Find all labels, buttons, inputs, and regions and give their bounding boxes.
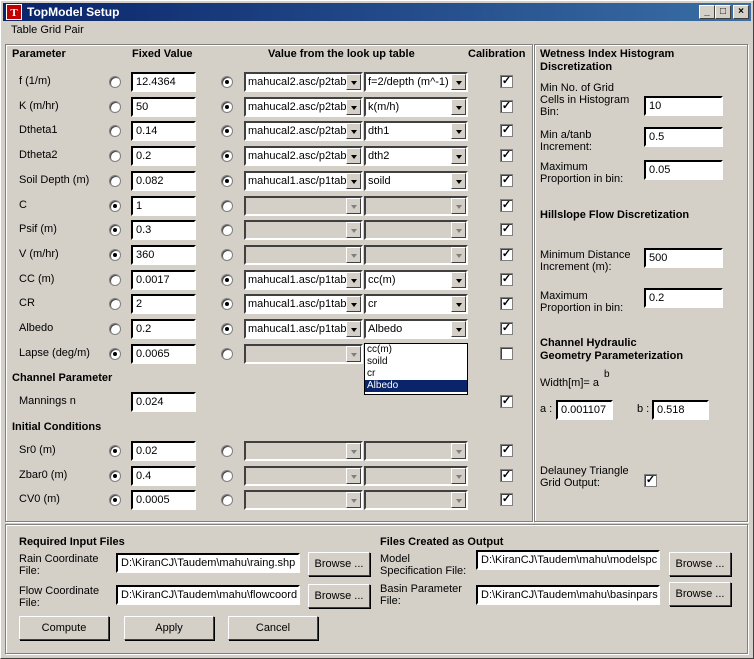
- lookup-file-value: mahucal2.asc/p2tab: [248, 150, 347, 162]
- chevron-down-icon[interactable]: [451, 148, 466, 164]
- cancel-button[interactable]: Cancel: [228, 616, 318, 640]
- hydraulic-header-1: Channel Hydraulic: [540, 337, 637, 349]
- a-label: a :: [540, 403, 553, 415]
- b-input[interactable]: 0.518: [652, 400, 709, 420]
- lookup-file-combo[interactable]: [244, 72, 363, 92]
- lookup-field-value: k(m/h): [368, 101, 400, 113]
- lookup-file-combo[interactable]: [244, 245, 363, 265]
- param-label: V (m/hr): [19, 248, 59, 260]
- rain-coordinate-input[interactable]: D:\KiranCJ\Taudem\mahu\raing.shp: [116, 553, 300, 573]
- lookup-radio[interactable]: [221, 348, 233, 360]
- lookup-file-combo[interactable]: [244, 121, 363, 141]
- calibration-checkbox[interactable]: ✓: [501, 124, 512, 136]
- lookup-file-value: mahucal1.asc/p1tab: [248, 274, 347, 286]
- width-formula: Width[m]= a: [540, 377, 599, 389]
- lookup-file-combo[interactable]: [244, 196, 363, 216]
- dropdown-option[interactable]: Albedo: [365, 380, 467, 392]
- hillslope-header: Hillslope Flow Discretization: [540, 209, 690, 221]
- fixed-value-input[interactable]: 0.2: [131, 146, 196, 166]
- chevron-down-icon[interactable]: [451, 296, 466, 312]
- field-dropdown-list: [364, 343, 468, 395]
- chevron-down-icon[interactable]: [451, 247, 466, 263]
- max-proportion-input[interactable]: 0.05: [644, 160, 723, 180]
- param-label: f (1/m): [19, 75, 51, 87]
- lookup-radio[interactable]: [221, 125, 233, 137]
- param-label: Albedo: [19, 322, 54, 334]
- lookup-field-value: dth2: [368, 150, 390, 162]
- initial-calibration-checkbox[interactable]: ✓: [501, 493, 512, 505]
- initial-value-input[interactable]: 0.0005: [131, 490, 196, 510]
- mannings-input[interactable]: 0.024: [131, 392, 196, 412]
- initial-file-combo[interactable]: [244, 441, 363, 461]
- fixed-value-radio[interactable]: [109, 348, 121, 360]
- lookup-file-combo[interactable]: [244, 146, 363, 166]
- lookup-radio[interactable]: [221, 298, 233, 310]
- lookup-file-value: mahucal1.asc/p1tab: [248, 175, 347, 187]
- fixed-value-input[interactable]: 2: [131, 294, 196, 314]
- lookup-file-value: mahucal1.asc/p1tab: [248, 323, 347, 335]
- chevron-down-icon[interactable]: [346, 123, 361, 139]
- fixed-value-input[interactable]: 1: [131, 196, 196, 216]
- lookup-field-combo[interactable]: [364, 220, 468, 240]
- width-formula-exponent: b: [604, 369, 610, 380]
- min-atanb-input[interactable]: 0.5: [644, 127, 723, 147]
- initial-label: Zbar0 (m): [19, 469, 68, 481]
- a-input[interactable]: 0.001107: [556, 400, 613, 420]
- lookup-field-combo[interactable]: [364, 196, 468, 216]
- fixed-value-input[interactable]: 50: [131, 97, 196, 117]
- chevron-down-icon[interactable]: [346, 99, 361, 115]
- flow-browse-button[interactable]: Browse ...: [308, 584, 370, 608]
- lookup-field-combo[interactable]: [364, 319, 468, 339]
- chevron-down-icon[interactable]: [346, 74, 361, 90]
- calibration-checkbox[interactable]: ✓: [501, 149, 512, 161]
- min-distance-input[interactable]: 500: [644, 248, 723, 268]
- fixed-value-radio[interactable]: [109, 274, 121, 286]
- chevron-down-icon[interactable]: [451, 468, 466, 484]
- max-proportion-label: Maximum Proportion in bin:: [540, 161, 624, 185]
- hillslope-max-proportion-input[interactable]: 0.2: [644, 288, 723, 308]
- lookup-field-combo[interactable]: [364, 97, 468, 117]
- calibration-checkbox[interactable]: ✓: [501, 75, 512, 87]
- fixed-value-radio[interactable]: [109, 76, 121, 88]
- model-spec-input[interactable]: D:\KiranCJ\Taudem\mahu\modelspc: [476, 550, 660, 570]
- model-browse-button[interactable]: Browse ...: [669, 552, 731, 576]
- fixed-value-radio[interactable]: [109, 101, 121, 113]
- lookup-field-combo[interactable]: [364, 146, 468, 166]
- wetness-header-1: Wetness Index Histogram: [540, 48, 675, 60]
- calibration-checkbox[interactable]: ✓: [501, 100, 512, 112]
- lookup-field-value: cr: [368, 298, 378, 310]
- basin-param-label: Basin Parameter File:: [380, 583, 462, 607]
- flow-coordinate-label: Flow Coordinate File:: [19, 585, 100, 609]
- maximize-button[interactable]: □: [715, 5, 731, 19]
- chevron-down-icon[interactable]: [451, 321, 466, 337]
- chevron-down-icon[interactable]: [451, 443, 466, 459]
- fixed-value-radio[interactable]: [109, 298, 121, 310]
- lookup-radio[interactable]: [221, 200, 233, 212]
- dropdown-option[interactable]: cr: [367, 368, 376, 379]
- calibration-checkbox[interactable]: ✓: [501, 223, 512, 235]
- fixed-value-input[interactable]: 0.3: [131, 220, 196, 240]
- initial-calibration-checkbox[interactable]: ✓: [501, 469, 512, 481]
- fixed-value-input[interactable]: 0.0017: [131, 270, 196, 290]
- lookup-file-value: mahucal1.asc/p1tab: [248, 298, 347, 310]
- header-parameter: Parameter: [12, 48, 66, 60]
- lookup-radio[interactable]: [221, 323, 233, 335]
- delauney-checkbox[interactable]: ✓: [645, 474, 656, 486]
- chevron-down-icon[interactable]: [451, 198, 466, 214]
- lookup-radio[interactable]: [221, 76, 233, 88]
- mannings-calibration-checkbox[interactable]: ✓: [501, 395, 512, 407]
- lookup-file-value: mahucal2.asc/p2tab: [248, 101, 347, 113]
- chevron-down-icon[interactable]: [346, 346, 361, 362]
- window-title: TopModel Setup: [27, 5, 120, 19]
- initial-field-combo[interactable]: [364, 466, 468, 486]
- menu-table-grid-pair[interactable]: Table Grid Pair: [11, 24, 84, 36]
- dropdown-option[interactable]: cc(m): [367, 344, 392, 355]
- param-label: CR: [19, 297, 35, 309]
- initial-field-combo[interactable]: [364, 441, 468, 461]
- lookup-file-value: mahucal2.asc/p2tab: [248, 125, 347, 137]
- hillslope-max-proportion-label: Maximum Proportion in bin:: [540, 290, 624, 314]
- chevron-down-icon[interactable]: [346, 222, 361, 238]
- wetness-header-2: Discretization: [540, 61, 613, 73]
- fixed-value-radio[interactable]: [109, 175, 121, 187]
- fixed-value-radio[interactable]: [109, 323, 121, 335]
- lookup-file-combo[interactable]: [244, 97, 363, 117]
- chevron-down-icon[interactable]: [346, 272, 361, 288]
- param-label: Lapse (deg/m): [19, 347, 90, 359]
- calibration-checkbox[interactable]: ✓: [501, 248, 512, 260]
- min-distance-label: Minimum Distance Increment (m):: [540, 249, 631, 273]
- lookup-field-combo[interactable]: [364, 245, 468, 265]
- chevron-down-icon[interactable]: [451, 74, 466, 90]
- menu-bar: [3, 22, 751, 40]
- fixed-value-input[interactable]: 360: [131, 245, 196, 265]
- mannings-label: Mannings n: [19, 395, 76, 407]
- initial-value-input[interactable]: 0.4: [131, 466, 196, 486]
- lookup-field-combo[interactable]: [364, 72, 468, 92]
- chevron-down-icon[interactable]: [346, 173, 361, 189]
- input-files-header: Required Input Files: [19, 536, 125, 548]
- basin-param-input[interactable]: D:\KiranCJ\Taudem\mahu\basinpars: [476, 585, 660, 605]
- fixed-value-input[interactable]: 12.4364: [131, 72, 196, 92]
- calibration-checkbox[interactable]: ✓: [501, 273, 512, 285]
- calibration-checkbox[interactable]: ✓: [501, 174, 512, 186]
- lookup-radio[interactable]: [221, 274, 233, 286]
- chevron-down-icon[interactable]: [346, 296, 361, 312]
- param-label: Psif (m): [19, 223, 57, 235]
- param-label: CC (m): [19, 273, 55, 285]
- model-spec-label: Model Specification File:: [380, 553, 467, 577]
- lookup-radio[interactable]: [221, 150, 233, 162]
- basin-browse-button[interactable]: Browse ...: [669, 582, 731, 606]
- calibration-checkbox[interactable]: ✓: [501, 199, 512, 211]
- app-icon[interactable]: T: [6, 4, 22, 20]
- lookup-file-combo[interactable]: [244, 270, 363, 290]
- initial-file-combo[interactable]: [244, 466, 363, 486]
- param-label: K (m/hr): [19, 100, 59, 112]
- lookup-field-combo[interactable]: [364, 270, 468, 290]
- lookup-field-value: soild: [368, 175, 391, 187]
- fixed-value-input[interactable]: 0.0065: [131, 344, 196, 364]
- chevron-down-icon[interactable]: [346, 198, 361, 214]
- fixed-value-radio[interactable]: [109, 200, 121, 212]
- param-label: Soil Depth (m): [19, 174, 90, 186]
- flow-coordinate-input[interactable]: D:\KiranCJ\Taudem\mahu\flowcoord: [116, 585, 300, 605]
- lookup-field-combo[interactable]: [364, 294, 468, 314]
- param-label: Dtheta2: [19, 149, 58, 161]
- min-atanb-label: Min a/tanb Increment:: [540, 129, 592, 153]
- lookup-radio[interactable]: [221, 224, 233, 236]
- header-fixed-value: Fixed Value: [132, 48, 193, 60]
- chevron-down-icon[interactable]: [451, 272, 466, 288]
- header-calibration: Calibration: [468, 48, 526, 60]
- hydraulic-header-2: Geometry Parameterization: [540, 350, 684, 362]
- param-label: Dtheta1: [19, 124, 58, 136]
- min-cells-input[interactable]: 10: [644, 96, 723, 116]
- calibration-checkbox[interactable]: [500, 347, 513, 360]
- lookup-field-value: Albedo: [368, 323, 403, 335]
- chevron-down-icon[interactable]: [346, 321, 361, 337]
- initial-label: CV0 (m): [19, 493, 60, 505]
- lookup-field-combo[interactable]: [364, 121, 468, 141]
- initial-value-input[interactable]: 0.02: [131, 441, 196, 461]
- chevron-down-icon[interactable]: [346, 148, 361, 164]
- chevron-down-icon[interactable]: [346, 247, 361, 263]
- minimize-button[interactable]: _: [699, 5, 715, 19]
- lookup-field-value: cc(m): [368, 274, 396, 286]
- lookup-file-value: mahucal2.asc/p2tab: [248, 76, 347, 88]
- initial-file-combo[interactable]: [244, 490, 363, 510]
- calibration-checkbox[interactable]: ✓: [501, 322, 512, 334]
- chevron-down-icon[interactable]: [451, 222, 466, 238]
- rain-browse-button[interactable]: Browse ...: [308, 552, 370, 576]
- initial-field-combo[interactable]: [364, 490, 468, 510]
- close-button[interactable]: ×: [733, 5, 749, 19]
- fixed-value-input[interactable]: 0.082: [131, 171, 196, 191]
- fixed-value-input[interactable]: 0.14: [131, 121, 196, 141]
- fixed-value-input[interactable]: 0.2: [131, 319, 196, 339]
- fixed-value-radio[interactable]: [109, 150, 121, 162]
- param-label: C: [19, 199, 27, 211]
- channel-parameter-header: Channel Parameter: [12, 372, 113, 384]
- lookup-file-combo[interactable]: [244, 294, 363, 314]
- header-lookup: Value from the look up table: [268, 48, 415, 60]
- lookup-radio[interactable]: [221, 175, 233, 187]
- dropdown-option[interactable]: soild: [367, 356, 388, 367]
- lookup-field-combo[interactable]: [364, 171, 468, 191]
- rain-coordinate-label: Rain Coordinate File:: [19, 553, 99, 577]
- chevron-down-icon[interactable]: [451, 123, 466, 139]
- chevron-down-icon[interactable]: [451, 173, 466, 189]
- calibration-checkbox[interactable]: ✓: [501, 297, 512, 309]
- chevron-down-icon[interactable]: [451, 492, 466, 508]
- initial-label: Sr0 (m): [19, 444, 56, 456]
- chevron-down-icon[interactable]: [346, 443, 361, 459]
- fixed-value-radio[interactable]: [109, 224, 121, 236]
- output-files-header: Files Created as Output: [380, 536, 504, 548]
- apply-button[interactable]: Apply: [124, 616, 214, 640]
- lookup-radio[interactable]: [221, 101, 233, 113]
- lookup-radio[interactable]: [221, 249, 233, 261]
- fixed-value-radio[interactable]: [109, 249, 121, 261]
- initial-lookup-radio[interactable]: [221, 445, 233, 457]
- chevron-down-icon[interactable]: [346, 468, 361, 484]
- chevron-down-icon[interactable]: [346, 492, 361, 508]
- lookup-field-value: dth1: [368, 125, 390, 137]
- lookup-file-combo[interactable]: [244, 344, 363, 364]
- initial-lookup-radio[interactable]: [221, 494, 233, 506]
- fixed-value-radio[interactable]: [109, 125, 121, 137]
- initial-conditions-header: Initial Conditions: [12, 421, 102, 433]
- lookup-file-combo[interactable]: [244, 171, 363, 191]
- initial-lookup-radio[interactable]: [221, 470, 233, 482]
- initial-fixed-radio[interactable]: [109, 470, 121, 482]
- lookup-file-combo[interactable]: [244, 319, 363, 339]
- initial-fixed-radio[interactable]: [109, 494, 121, 506]
- min-cells-label: Min No. of Grid Cells in Histogram Bin:: [540, 82, 630, 118]
- b-label: b :: [637, 403, 650, 415]
- compute-button[interactable]: Compute: [19, 616, 109, 640]
- chevron-down-icon[interactable]: [451, 99, 466, 115]
- delauney-label: Delauney Triangle Grid Output:: [540, 465, 629, 489]
- lookup-field-value: f=2/depth (m^-1): [368, 76, 449, 88]
- lookup-file-combo[interactable]: [244, 220, 363, 240]
- title-bar[interactable]: [3, 3, 751, 21]
- initial-fixed-radio[interactable]: [109, 445, 121, 457]
- initial-calibration-checkbox[interactable]: ✓: [501, 444, 512, 456]
